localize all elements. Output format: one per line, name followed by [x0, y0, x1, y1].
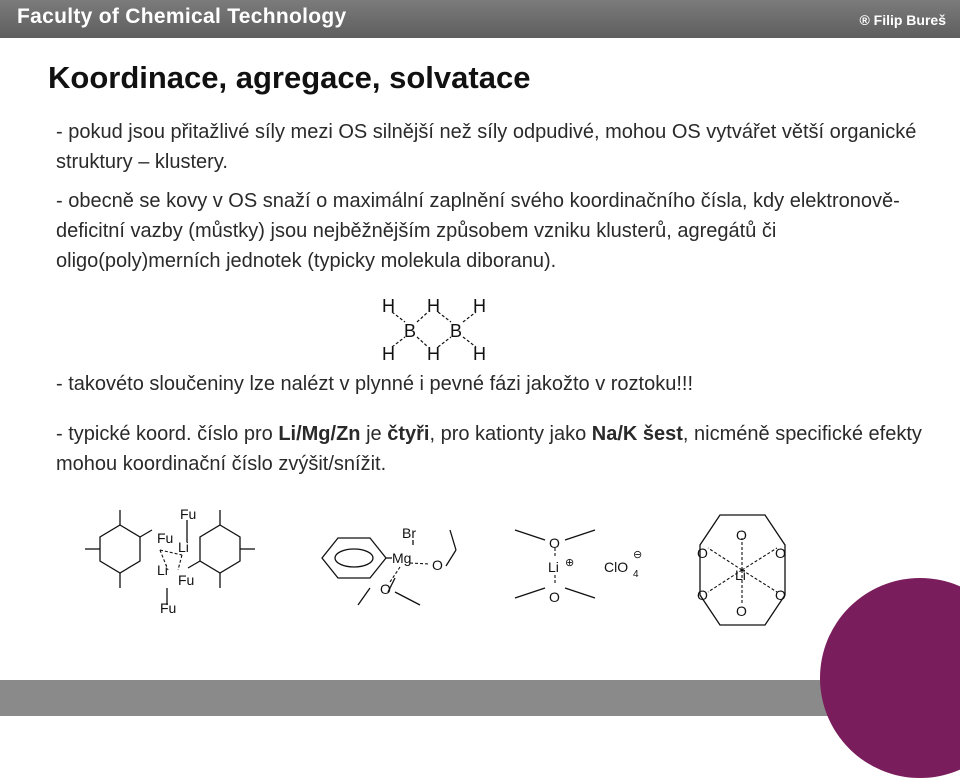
label-o-9: O	[775, 587, 786, 603]
diborane-h-3: H	[473, 296, 486, 316]
label-li-plus: Li	[548, 559, 559, 575]
label-o-3: O	[549, 535, 560, 551]
diborane-h-1: H	[382, 296, 395, 316]
label-fu-bottom: Fu	[160, 600, 177, 616]
label-mg: Mg	[392, 550, 412, 566]
footer-bar	[0, 680, 960, 716]
plus-charge: ⊕	[565, 557, 575, 569]
label-li-crown: Li	[735, 567, 746, 583]
paragraph-coordination-number: - typické koord. číslo pro Li/Mg/Zn je čtyři, pro kationty jako Na/K šest, nicméně specifické efekty mohou koordinační číslo zvýšit/snížit.	[56, 423, 922, 475]
university-logo	[820, 578, 960, 778]
label-o-1: O	[432, 557, 443, 573]
label-o-10: O	[736, 603, 747, 619]
label-fu-top: Fu	[180, 506, 197, 522]
faculty-brand: Faculty of Chemical Technology	[17, 5, 347, 28]
label-fu-2: Fu	[178, 572, 195, 588]
organometallic-structures	[80, 500, 820, 660]
label-o-4: O	[549, 589, 560, 605]
diborane-h-5: H	[427, 344, 440, 364]
label-fu-1: Fu	[157, 530, 174, 546]
diborane-h-4: H	[382, 344, 395, 364]
header-bar	[0, 0, 960, 38]
label-o-8: O	[697, 587, 708, 603]
label-o-2: O	[380, 581, 391, 597]
label-clo: ClO	[604, 559, 629, 575]
label-br: Br	[402, 525, 416, 541]
label-o-6: O	[697, 545, 708, 561]
diborane-structure	[372, 292, 502, 364]
diborane-b-1: B	[404, 321, 417, 341]
label-li-2: Li	[157, 562, 168, 578]
label-clo-sub: 4	[633, 569, 639, 580]
diborane-h-2: H	[427, 296, 440, 316]
diborane-b-2: B	[450, 321, 463, 341]
author-credit: ® Filip Bureš	[859, 12, 946, 28]
diborane-h-6: H	[473, 344, 486, 364]
paragraph-phases: - takovéto sloučeniny lze nalézt v plynné i pevné fázi jakožto v roztoku!!!	[56, 373, 694, 395]
label-o-5: O	[736, 527, 747, 543]
label-li-1: Li	[178, 539, 189, 555]
paragraph-attraction: - pokud jsou přitažlivé síly mezi OS silnější než síly odpudivé, mohou OS vytvářet větší organické struktury – klustery.	[56, 121, 917, 173]
minus-charge: ⊖	[633, 549, 643, 561]
slide-title: Koordinace, agregace, solvatace	[48, 60, 531, 95]
paragraph-coordination: - obecně se kovy v OS snaží o maximální zaplnění svého koordinačního čísla, kdy elektronově-deficitní vazby (můstky) jsou nejběžnějším způsobem vzniku klusterů, agregátů či oligo(poly)merních jednotek (typicky molekula diboranu).	[56, 190, 900, 272]
label-o-7: O	[775, 545, 786, 561]
